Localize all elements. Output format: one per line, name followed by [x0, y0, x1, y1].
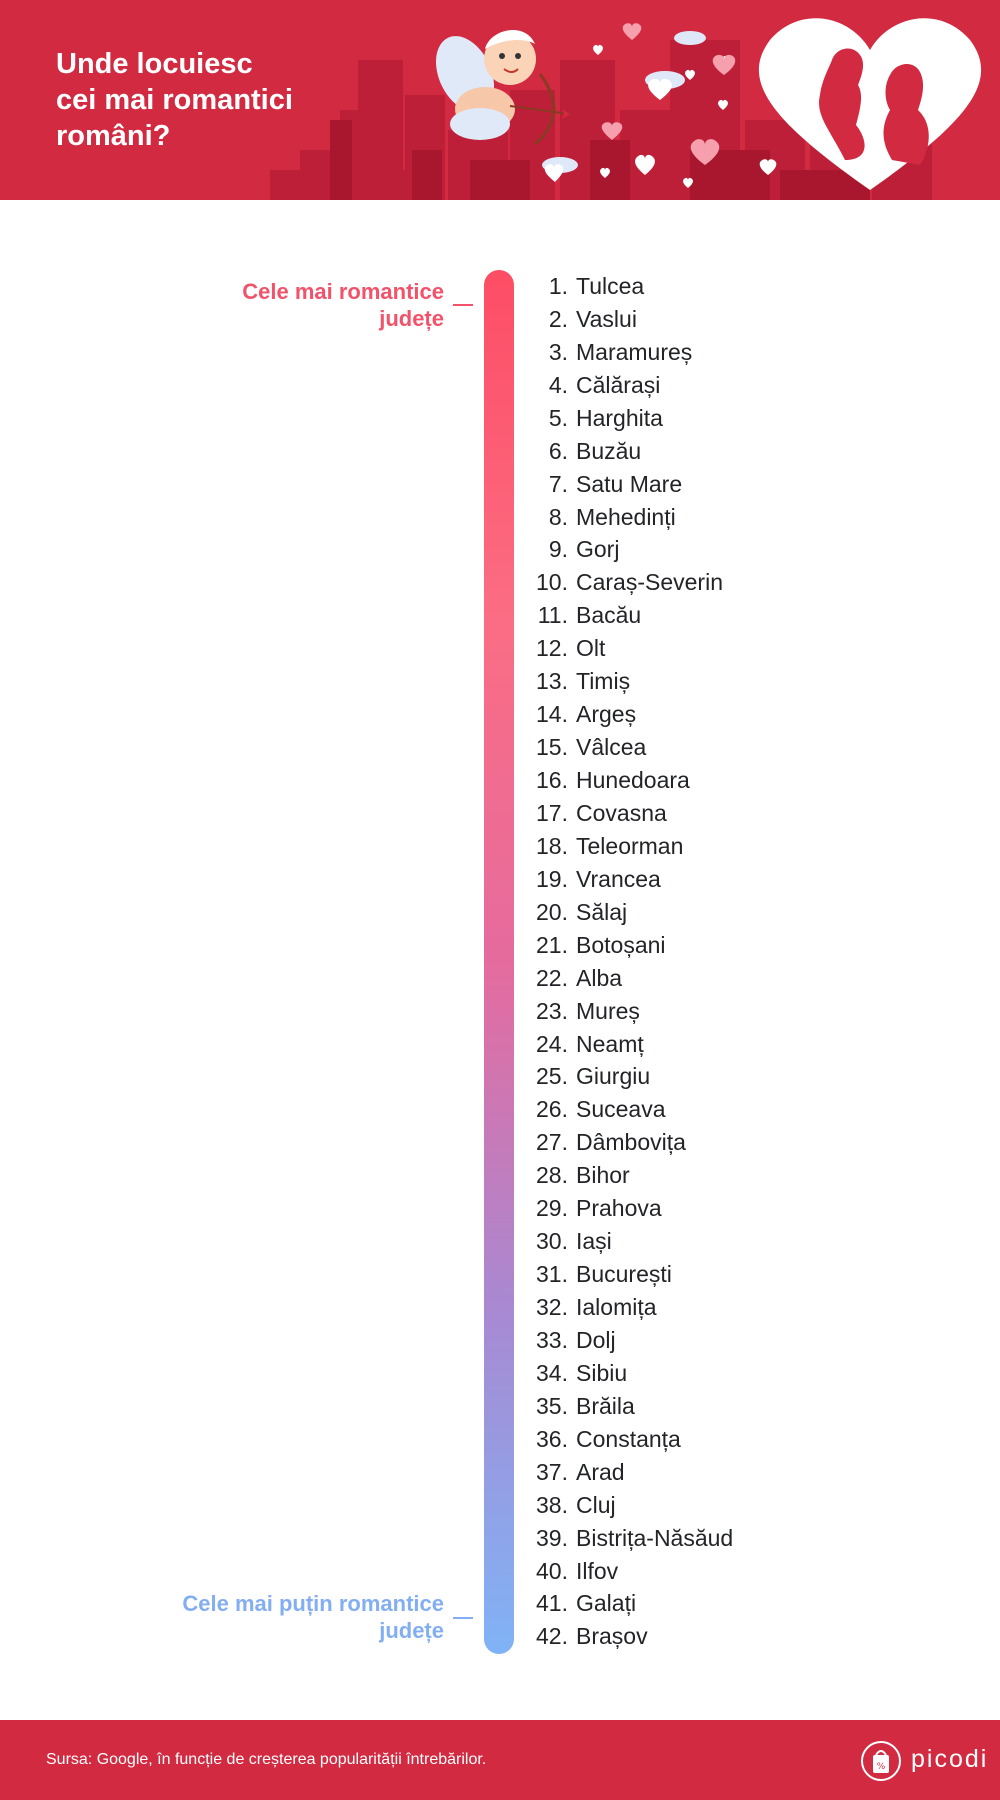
ranking-item [520, 1324, 960, 1357]
ranking-item [520, 1126, 960, 1159]
county-name: Satu Mare [576, 470, 683, 497]
ranking-item [520, 402, 960, 435]
county-name: Sălaj [576, 898, 628, 925]
rank-number: 6. [548, 437, 568, 464]
county-name: Botoșani [576, 931, 666, 958]
county-name: Teleorman [576, 832, 684, 859]
ranking-item [520, 303, 960, 336]
rank-number: 4. [548, 371, 568, 398]
county-name: Maramureș [576, 338, 693, 365]
rank-number: 21. [536, 931, 568, 958]
rank-number: 32. [536, 1294, 568, 1321]
rank-number: 34. [536, 1359, 568, 1386]
ranking-item [520, 1159, 960, 1192]
rank-number: 31. [536, 1261, 568, 1288]
county-name: Bistrița-Năsăud [576, 1524, 734, 1551]
county-ranking-list [520, 270, 960, 1653]
rank-number: 2. [548, 305, 568, 332]
most-romantic-label: Cele mai romantice județe [242, 279, 444, 331]
cupid-icon [430, 14, 580, 164]
county-name: Galați [576, 1590, 637, 1617]
county-name: Hunedoara [576, 767, 690, 794]
ranking-item [520, 830, 960, 863]
ranking-item [520, 1028, 960, 1061]
ranking-item [520, 336, 960, 369]
county-name: Vrancea [576, 865, 661, 892]
rank-number: 37. [536, 1458, 568, 1485]
county-name: Bihor [576, 1162, 630, 1189]
ranking-item [520, 1390, 960, 1423]
ranking-item [520, 665, 960, 698]
ranking-item [520, 1522, 960, 1555]
rank-number: 39. [536, 1524, 568, 1551]
header-banner [0, 0, 1000, 200]
ranking-item [520, 1456, 960, 1489]
least-romantic-label: Cele mai puțin romantice județe [182, 1591, 444, 1643]
ranking-item [520, 1225, 960, 1258]
county-name: Iași [576, 1228, 612, 1255]
county-name: Suceava [576, 1096, 666, 1123]
county-name: Argeș [576, 701, 637, 728]
county-name: Ialomița [576, 1294, 657, 1321]
rank-number: 11. [537, 602, 568, 629]
svg-text:%: % [876, 1762, 886, 1772]
picodi-logo-text: picodi [911, 1745, 989, 1773]
county-name: Mehedinți [576, 503, 676, 530]
rank-number: 12. [536, 635, 568, 662]
rank-number: 42. [536, 1623, 568, 1650]
county-name: Tulcea [576, 272, 645, 299]
ranking-item [520, 1061, 960, 1094]
county-name: Neamț [576, 1030, 644, 1057]
rank-number: 15. [536, 734, 568, 761]
county-name: Vaslui [576, 305, 637, 332]
rank-number: 35. [536, 1392, 568, 1419]
ranking-item [520, 270, 960, 303]
county-name: București [576, 1261, 672, 1288]
county-name: Cluj [576, 1491, 616, 1518]
county-name: Arad [576, 1458, 625, 1485]
ranking-item [520, 534, 960, 567]
picodi-logo-icon [858, 1738, 904, 1784]
ranking-item [520, 468, 960, 501]
ranking-item [520, 1192, 960, 1225]
rank-number: 25. [536, 1063, 568, 1090]
ranking-item [520, 962, 960, 995]
county-name: Brașov [576, 1623, 648, 1650]
rank-number: 13. [536, 668, 568, 695]
rank-number: 29. [536, 1195, 568, 1222]
ranking-item [520, 599, 960, 632]
rank-number: 23. [536, 997, 568, 1024]
ranking-item [520, 896, 960, 929]
rank-number: 10. [536, 569, 568, 596]
county-name: Alba [576, 964, 623, 991]
ranking-item [520, 435, 960, 468]
rank-number: 18. [536, 832, 568, 859]
rank-number: 36. [536, 1425, 568, 1452]
footer [0, 1720, 1000, 1800]
rank-number: 24. [536, 1030, 568, 1057]
county-name: Timiș [576, 668, 631, 695]
ranking-item [520, 1258, 960, 1291]
ranking-gradient-bar [484, 270, 514, 1654]
ranking-item [520, 863, 960, 896]
county-name: Giurgiu [576, 1063, 651, 1090]
county-name: Brăila [576, 1392, 635, 1419]
rank-number: 20. [536, 898, 568, 925]
county-name: Ilfov [576, 1557, 619, 1584]
ranking-item [520, 566, 960, 599]
county-name: Sibiu [576, 1359, 628, 1386]
ranking-item [520, 1291, 960, 1324]
county-name: Harghita [576, 404, 663, 431]
county-name: Buzău [576, 437, 642, 464]
ranking-item [520, 1489, 960, 1522]
rank-number: 16. [536, 767, 568, 794]
rank-number: 28. [536, 1162, 568, 1189]
county-name: Prahova [576, 1195, 662, 1222]
county-name: Covasna [576, 799, 667, 826]
ranking-item [520, 1620, 960, 1653]
ranking-item [520, 632, 960, 665]
county-name: Vâlcea [576, 734, 647, 761]
ranking-item [520, 797, 960, 830]
ranking-item [520, 929, 960, 962]
ranking-item [520, 1093, 960, 1126]
ranking-item [520, 731, 960, 764]
ranking-item [520, 1588, 960, 1621]
rank-number: 19. [536, 865, 568, 892]
rank-number: 22. [536, 964, 568, 991]
rank-number: 17. [536, 799, 568, 826]
county-name: Bacău [576, 602, 642, 629]
rank-number: 38. [536, 1491, 568, 1518]
rank-number: 14. [536, 701, 568, 728]
county-name: Olt [576, 635, 606, 662]
ranking-item [520, 501, 960, 534]
rank-number: 3. [548, 338, 568, 365]
county-name: Mureș [576, 997, 640, 1024]
county-name: Gorj [576, 536, 620, 563]
rank-number: 41. [536, 1590, 568, 1617]
county-name: Dolj [576, 1326, 616, 1353]
rank-number: 8. [548, 503, 568, 530]
rank-number: 30. [536, 1228, 568, 1255]
ranking-item [520, 764, 960, 797]
ranking-item [520, 1555, 960, 1588]
rank-number: 27. [536, 1129, 568, 1156]
rank-number: 1. [548, 272, 568, 299]
rank-number: 7. [548, 470, 568, 497]
county-name: Dâmbovița [576, 1129, 686, 1156]
ranking-item [520, 1423, 960, 1456]
rank-number: 9. [548, 536, 568, 563]
ranking-item [520, 698, 960, 731]
page-title: Unde locuiesc cei mai romantici români? [56, 48, 293, 152]
county-name: Constanța [576, 1425, 681, 1452]
ranking-item [520, 1357, 960, 1390]
ranking-item [520, 995, 960, 1028]
ranking-item [520, 369, 960, 402]
least-romantic-tick [453, 1617, 473, 1619]
most-romantic-tick [453, 304, 473, 306]
county-name: Călărași [576, 371, 661, 398]
source-note: Sursa: Google, în funcție de creșterea popularității întrebărilor. [46, 1751, 487, 1768]
rank-number: 5. [548, 404, 568, 431]
county-name: Caraș-Severin [576, 569, 723, 596]
rank-number: 26. [536, 1096, 568, 1123]
rank-number: 33. [536, 1326, 568, 1353]
rank-number: 40. [536, 1557, 568, 1584]
